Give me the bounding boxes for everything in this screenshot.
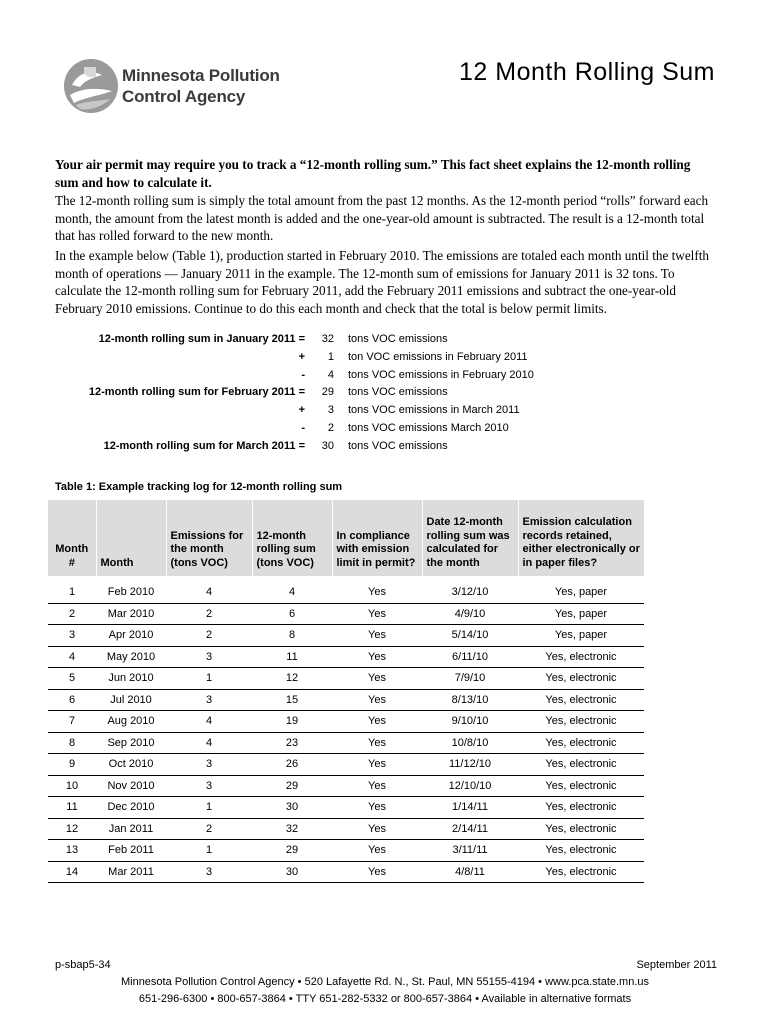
cell-compliance: Yes <box>332 840 422 862</box>
cell-rolling-sum: 15 <box>252 689 332 711</box>
cell-month: Dec 2010 <box>96 797 166 819</box>
header-records-retained: Emission calculation records retained, either electronically or in paper files? <box>518 500 644 576</box>
cell-month: Mar 2011 <box>96 861 166 883</box>
agency-name <box>122 65 280 107</box>
cell-rolling-sum: 12 <box>252 668 332 690</box>
header-rolling-sum: 12-month rolling sum (tons VOC) <box>252 500 332 576</box>
calc-value: 30 <box>321 439 334 452</box>
cell-month-number: 8 <box>48 732 96 754</box>
table-row <box>48 625 644 647</box>
cell-emissions: 3 <box>166 754 252 776</box>
calc-row <box>55 402 615 420</box>
table-row <box>48 797 644 819</box>
cell-date-calculated: 3/11/11 <box>422 840 518 862</box>
calc-label: + <box>298 350 305 363</box>
cell-emissions: 4 <box>166 732 252 754</box>
cell-records-retained: Yes, electronic <box>518 689 644 711</box>
calc-description: ton VOC emissions in February 2011 <box>348 350 528 363</box>
cell-date-calculated: 7/9/10 <box>422 668 518 690</box>
cell-date-calculated: 5/14/10 <box>422 625 518 647</box>
calc-description: tons VOC emissions in February 2010 <box>348 368 534 381</box>
cell-records-retained: Yes, electronic <box>518 646 644 668</box>
cell-month: Jul 2010 <box>96 689 166 711</box>
cell-date-calculated: 6/11/10 <box>422 646 518 668</box>
cell-records-retained: Yes, paper <box>518 625 644 647</box>
calc-description: tons VOC emissions March 2010 <box>348 421 509 434</box>
cell-month-number: 7 <box>48 711 96 733</box>
table-row <box>48 775 644 797</box>
calc-label: 12-month rolling sum for February 2011 = <box>88 386 305 399</box>
cell-compliance: Yes <box>332 625 422 647</box>
cell-rolling-sum: 30 <box>252 861 332 883</box>
cell-emissions: 2 <box>166 625 252 647</box>
rolling-sum-calculation <box>55 331 615 456</box>
cell-month: Mar 2010 <box>96 603 166 625</box>
table-row <box>48 840 644 862</box>
calc-description: tons VOC emissions <box>348 439 448 452</box>
cell-date-calculated: 11/12/10 <box>422 754 518 776</box>
cell-records-retained: Yes, electronic <box>518 668 644 690</box>
intro-paragraph-1: The 12-month rolling sum is simply the total amount from the past 12 months. As the 12-month period “rolls” forward each month, the amount from the latest month is added and the one-year-old amount is subtracted. The result is a 12-month total that has rolled forward to the new month. <box>55 193 709 244</box>
cell-month-number: 4 <box>48 646 96 668</box>
cell-month-number: 9 <box>48 754 96 776</box>
cell-rolling-sum: 32 <box>252 818 332 840</box>
table-row <box>48 603 644 625</box>
cell-records-retained: Yes, electronic <box>518 818 644 840</box>
table-row <box>48 689 644 711</box>
calc-value: 1 <box>327 350 334 363</box>
cell-date-calculated: 4/9/10 <box>422 603 518 625</box>
calc-label: 12-month rolling sum in January 2011 = <box>98 333 305 345</box>
cell-records-retained: Yes, electronic <box>518 840 644 862</box>
calc-row <box>55 384 615 402</box>
cell-date-calculated: 2/14/11 <box>422 818 518 840</box>
table-row <box>48 861 644 883</box>
cell-month: Oct 2010 <box>96 754 166 776</box>
calc-label: + <box>298 404 305 417</box>
cell-records-retained: Yes, electronic <box>518 797 644 819</box>
header-compliance: In compliance with emission limit in permit? <box>332 500 422 576</box>
table-row <box>48 732 644 754</box>
cell-compliance: Yes <box>332 797 422 819</box>
cell-month-number: 6 <box>48 689 96 711</box>
cell-compliance: Yes <box>332 646 422 668</box>
cell-compliance: Yes <box>332 689 422 711</box>
calc-value: 4 <box>327 368 334 381</box>
calc-row <box>55 367 615 385</box>
cell-month-number: 2 <box>48 603 96 625</box>
header-month: Month <box>96 500 166 576</box>
cell-month-number: 10 <box>48 775 96 797</box>
calc-label: - <box>301 368 305 381</box>
agency-name-line1: Minnesota Pollution <box>122 66 280 85</box>
cell-rolling-sum: 23 <box>252 732 332 754</box>
intro-lead: Your air permit may require you to track a “12-month rolling sum.” This fact sheet explains the 12-month rolling sum and how to calculate it. <box>55 157 691 190</box>
cell-emissions: 3 <box>166 861 252 883</box>
cell-date-calculated: 12/10/10 <box>422 775 518 797</box>
cell-month: Feb 2010 <box>96 576 166 603</box>
cell-month: Sep 2010 <box>96 732 166 754</box>
cell-month-number: 13 <box>48 840 96 862</box>
tracking-log-table <box>48 500 644 883</box>
cell-month: Jun 2010 <box>96 668 166 690</box>
cell-compliance: Yes <box>332 732 422 754</box>
cell-rolling-sum: 29 <box>252 840 332 862</box>
header-date-calculated: Date 12-month rolling sum was calculated for the month <box>422 500 518 576</box>
cell-compliance: Yes <box>332 603 422 625</box>
cell-month: Apr 2010 <box>96 625 166 647</box>
cell-date-calculated: 3/12/10 <box>422 576 518 603</box>
cell-records-retained: Yes, electronic <box>518 732 644 754</box>
cell-records-retained: Yes, electronic <box>518 775 644 797</box>
calc-row <box>55 420 615 438</box>
footer-phones: 651-296-6300 • 800-657-3864 • TTY 651-282-5332 or 800-657-3864 • Available in alternative formats <box>138 993 632 1005</box>
calc-value: 29 <box>321 386 334 399</box>
cell-records-retained: Yes, electronic <box>518 861 644 883</box>
cell-date-calculated: 8/13/10 <box>422 689 518 711</box>
cell-month-number: 12 <box>48 818 96 840</box>
cell-rolling-sum: 8 <box>252 625 332 647</box>
cell-month: Jan 2011 <box>96 818 166 840</box>
cell-month-number: 14 <box>48 861 96 883</box>
cell-month: Nov 2010 <box>96 775 166 797</box>
table-body <box>48 576 644 883</box>
cell-emissions: 3 <box>166 646 252 668</box>
page-title: 12 Month Rolling Sum <box>459 58 715 86</box>
cell-month-number: 11 <box>48 797 96 819</box>
table-row <box>48 668 644 690</box>
cell-compliance: Yes <box>332 711 422 733</box>
footer-contact <box>0 974 770 1008</box>
cell-compliance: Yes <box>332 668 422 690</box>
cell-rolling-sum: 19 <box>252 711 332 733</box>
cell-emissions: 4 <box>166 576 252 603</box>
cell-records-retained: Yes, paper <box>518 576 644 603</box>
calc-value: 3 <box>327 404 334 417</box>
calc-label: 12-month rolling sum for March 2011 = <box>103 439 305 452</box>
cell-records-retained: Yes, electronic <box>518 711 644 733</box>
cell-emissions: 1 <box>166 840 252 862</box>
cell-compliance: Yes <box>332 775 422 797</box>
header-emissions: Emissions for the month (tons VOC) <box>166 500 252 576</box>
cell-rolling-sum: 26 <box>252 754 332 776</box>
cell-month: May 2010 <box>96 646 166 668</box>
cell-records-retained: Yes, paper <box>518 603 644 625</box>
calc-row <box>55 331 615 349</box>
cell-compliance: Yes <box>332 818 422 840</box>
cell-month-number: 1 <box>48 576 96 603</box>
cell-emissions: 2 <box>166 818 252 840</box>
cell-month-number: 3 <box>48 625 96 647</box>
intro-paragraph-2: In the example below (Table 1), production started in February 2010. The emissions are totaled each month until the twelfth month of operations — January 2011 in the example. The 12-month sum of emissions for January 2011 is 32 tons. To calculate the 12-month rolling sum for February 2011, add the February 2011 emissions and subtract the one-year-old February 2010 emissions. Continue to do this each month and check that the total is below permit limits. <box>55 248 709 316</box>
calc-label: - <box>301 421 305 434</box>
agency-logo <box>62 55 302 117</box>
cell-compliance: Yes <box>332 754 422 776</box>
calc-value: 2 <box>327 421 334 434</box>
cell-emissions: 1 <box>166 797 252 819</box>
table-row <box>48 646 644 668</box>
cell-emissions: 1 <box>166 668 252 690</box>
cell-month: Feb 2011 <box>96 840 166 862</box>
header-month-number: Month # <box>48 500 96 576</box>
footer-address: Minnesota Pollution Control Agency • 520 Lafayette Rd. N., St. Paul, MN 55155-4194 • www.pca.state.mn.us <box>120 976 650 988</box>
publication-date: September 2011 <box>636 959 717 971</box>
calc-description: tons VOC emissions <box>348 333 448 345</box>
agency-name-line2: Control Agency <box>122 87 246 106</box>
table-row <box>48 818 644 840</box>
cell-date-calculated: 4/8/11 <box>422 861 518 883</box>
cell-rolling-sum: 11 <box>252 646 332 668</box>
cell-month: Aug 2010 <box>96 711 166 733</box>
cell-date-calculated: 9/10/10 <box>422 711 518 733</box>
cell-compliance: Yes <box>332 576 422 603</box>
calc-description: tons VOC emissions <box>348 386 448 399</box>
cell-month-number: 5 <box>48 668 96 690</box>
cell-emissions: 3 <box>166 775 252 797</box>
calc-value: 32 <box>321 333 334 345</box>
cell-records-retained: Yes, electronic <box>518 754 644 776</box>
document-id: p-sbap5-34 <box>55 959 111 971</box>
table-row <box>48 576 644 603</box>
calc-row <box>55 438 615 456</box>
table-row <box>48 711 644 733</box>
cell-date-calculated: 1/14/11 <box>422 797 518 819</box>
cell-rolling-sum: 6 <box>252 603 332 625</box>
cell-rolling-sum: 29 <box>252 775 332 797</box>
calc-row <box>55 349 615 367</box>
cell-date-calculated: 10/8/10 <box>422 732 518 754</box>
mpca-emblem-icon <box>62 55 120 117</box>
cell-emissions: 4 <box>166 711 252 733</box>
calc-description: tons VOC emissions in March 2011 <box>348 404 520 417</box>
table-header-row <box>48 500 644 576</box>
table-caption: Table 1: Example tracking log for 12-month rolling sum <box>55 481 343 493</box>
cell-emissions: 2 <box>166 603 252 625</box>
cell-emissions: 3 <box>166 689 252 711</box>
cell-rolling-sum: 30 <box>252 797 332 819</box>
cell-compliance: Yes <box>332 861 422 883</box>
cell-rolling-sum: 4 <box>252 576 332 603</box>
table-row <box>48 754 644 776</box>
